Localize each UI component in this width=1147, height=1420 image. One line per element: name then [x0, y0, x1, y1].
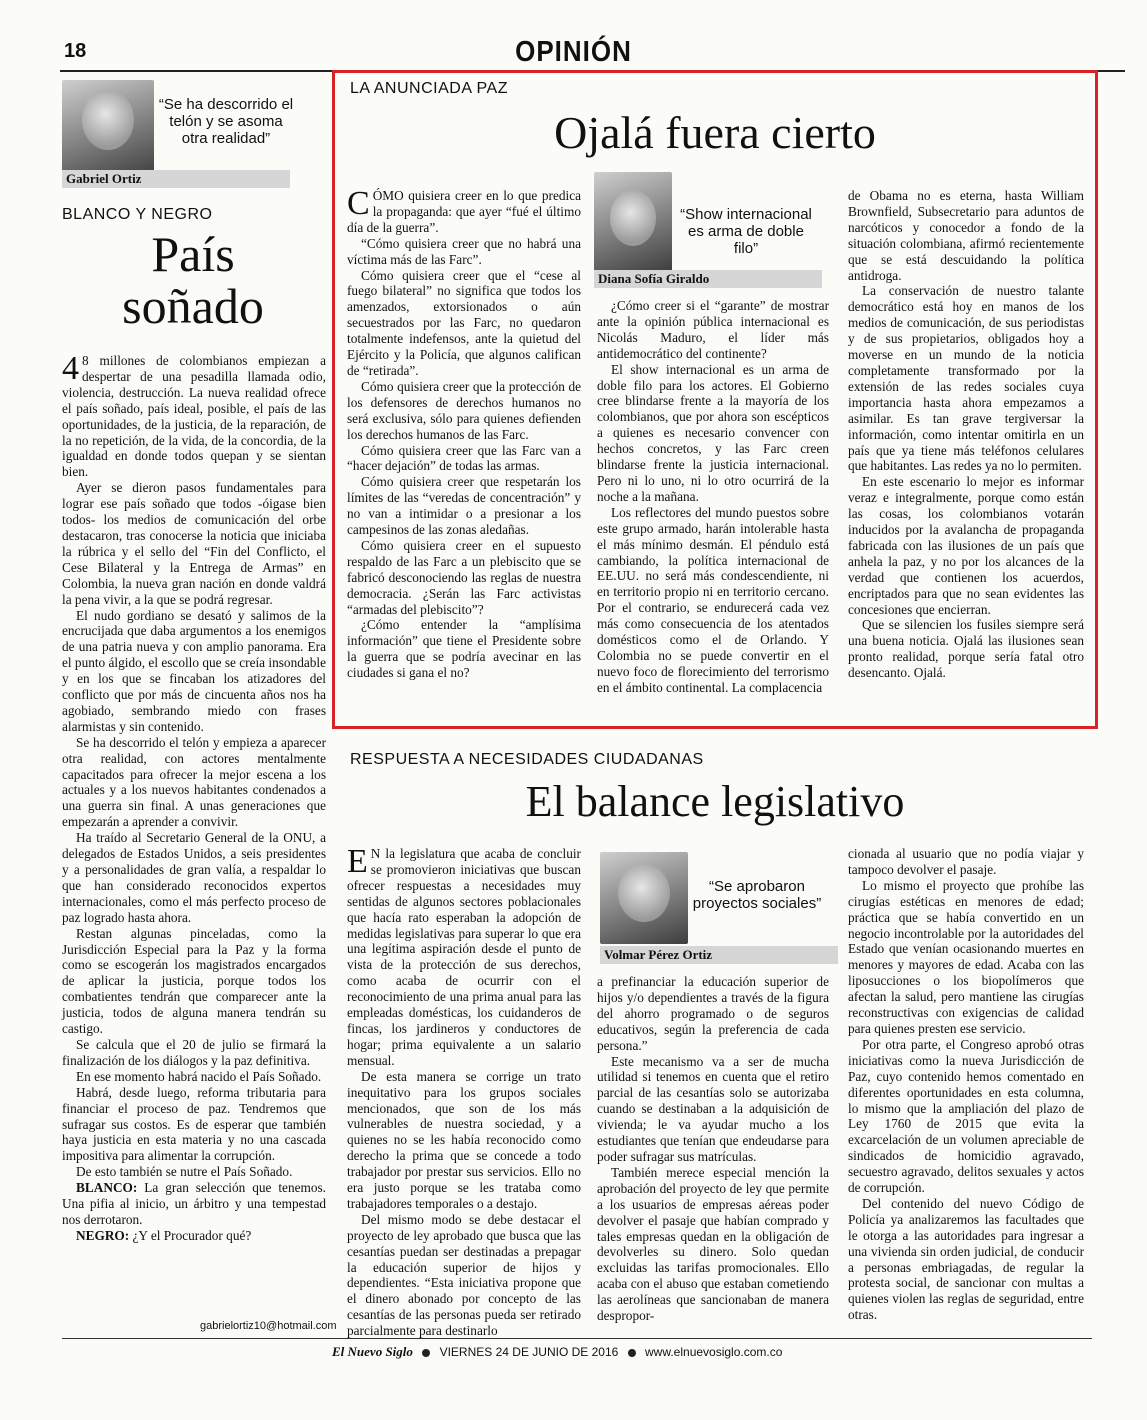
- drop-cap: 4: [62, 350, 79, 387]
- paragraph: Que se silencien los fusiles siempre será una buena noticia. Ojalá las ilusiones sean pronto realidad, porque sería fatal otro desencanto. Ojalá.: [848, 617, 1084, 681]
- paragraph: El show internacional es un arma de doble filo para los actores. El Gobierno cree blindarse frente a la mayoría de los colombianos, que por ahora son escépticos a quienes es necesario convencer con hechos concretos, y las Farc creen blindarse frente la justicia internacional. Pero ni lo uno, ni lo otro ocurrirá de la noche a la mañana.: [597, 361, 829, 504]
- paragraph: Ayer se dieron pasos fundamentales para lograr ese país soñado que todos -óigase bien todos- los medios de comunicación del orbe destacaron, tras conocerse la noticia que iniciaba la rúbrica y el sello del “Fin del Conflicto, el Cese Bilateral y la Entrega de Armas” en Colombia, la nueva gran nación en donde valdrá la pena vivir, a la que se podrá regresar.: [62, 480, 326, 607]
- website-url: www.elnuevosiglo.com.co: [645, 1345, 783, 1359]
- paragraph: El nudo gordiano se desató y salimos de la encrucijada que daba argumentos a los enemigos de una patria nueva y con amplio panorama. Era el punto álgido, el escollo que se creía insondable y en los que se fincaban los atizadores del conflicto que por más de cincuenta años nos ha agobiado, sembrando miedo con frases alarmistas y sin contenido.: [62, 607, 327, 734]
- author-photo-diana-sofia-giraldo: [594, 172, 672, 272]
- footer-rule: [62, 1338, 1092, 1339]
- bullet-icon: [422, 1349, 430, 1357]
- paragraph: En este escenario lo mejor es informar veraz e integralmente, porque como están las cosas, los colombianos votarán inducidos por la avalancha de propaganda fabricada con las ilusiones de un país que anhela la paz, y no por los alcances de la verdad que contienen los acuerdos, encriptados para que no sean evidentes las concesiones que encierran.: [848, 474, 1084, 617]
- title-line: País: [151, 226, 235, 282]
- paragraph: CÓMO quisiera creer en lo que predica la propaganda: que ayer “fué el último día de la guerra”.: [347, 185, 581, 235]
- drop-cap: C: [347, 185, 370, 222]
- paragraph: Por otra parte, el Congreso aprobó otras iniciativas como la nueva Jurisdicción de Paz, cuyo contenido hemos comentado en diferentes oportunidades en esta columna, lo mismo que la ampliación del plazo de Ley 1760 de 2015 que evita la excarcelación de un volumen apreciable de sindicados de homicidio agravado, secuestro agravado, delitos sexuales y actos de corrupción.: [848, 1036, 1084, 1196]
- paragraph: Cómo quisiera creer que las Farc van a “hacer dejación” de todas las armas.: [347, 442, 581, 474]
- article-column-2: [597, 298, 829, 696]
- author-byline: Volmar Pérez Ortiz: [600, 946, 838, 964]
- paragraph: La conservación de nuestro talante democrático está hoy en manos de los medios de comunicación, de sus periodistas y de sus propietarios, obligados hoy a moverse en un mundo de la noticia completamente transformado por la extensión de las redes sociales cuya importancia hasta ahora empezamos a asimilar. Es tan grave tergiversar la información, como intentar omitirla en un país que ya tiene más teléfonos celulares que habitantes. Las redes ya no lo permiten.: [848, 283, 1084, 474]
- paragraph: ¿Cómo entender la “amplísima información” que tiene el Presidente sobre la guerra que se podría avecinar en las ciudades si gana el no?: [347, 617, 581, 681]
- pull-quote: “Show internacional es arma de doble filo”: [680, 206, 812, 257]
- paragraph: 4 8 millones de colombianos empiezan a despertar de una pesadilla llamada odio, violencia, destrucción. La nueva realidad ofrece el país soñado, país ideal, posible, el país de las oportunidades, de la justicia, de la reparación, de la no repetición, de la vida, de la concordia, de la igualdad en donde todos quepan y se sientan bien.: [62, 350, 326, 480]
- paragraph: a prefinanciar la educación superior de hijos y/o dependientes a través de la figura del ahorro programado o de seguros educativos, según la preferencia de cada persona.”: [597, 974, 829, 1053]
- author-email: gabrielortiz10@hotmail.com: [200, 1320, 337, 1332]
- paragraph: De esto también se nutre el País Soñado.: [76, 1164, 293, 1180]
- pull-quote: “Se aprobaron proyectos sociales”: [692, 878, 822, 912]
- paragraph: Cómo quisiera creer que la protección de los defensores de derechos humanos no será exclusiva, sólo para quienes defienden los derechos humanos de las Farc.: [347, 378, 581, 442]
- newspaper-name: El Nuevo Siglo: [332, 1344, 413, 1359]
- drop-cap: E: [347, 843, 368, 880]
- author-byline: Gabriel Ortiz: [62, 170, 290, 188]
- paragraph: NEGRO: ¿Y el Procurador qué?: [76, 1227, 252, 1243]
- blanco-label: BLANCO:: [76, 1180, 138, 1196]
- article-title: El balance legislativo: [525, 777, 905, 826]
- paragraph: Cómo quisiera creer en el supuesto respaldo de las Farc a un plebiscito que se fabricó desconociendo las reglas de nuestra democracia. ¿Serán las Farc activistas “armadas del plebiscito”?: [347, 537, 581, 617]
- author-photo-volmar-perez-ortiz: [600, 852, 688, 944]
- article-title: [62, 228, 324, 332]
- paragraph: Se calcula que el 20 de julio se firmará la finalización de los diálogos y la paz definitiva.: [62, 1036, 326, 1068]
- article-kicker: LA ANUNCIADA PAZ: [350, 80, 508, 97]
- paragraph: Los reflectores del mundo puestos sobre este grupo armado, harán intolerable hasta el más mínimo desmán. El péndulo está cambiando, la política internacional de EE.UU. no será más condescendiente, ni en territorio propio ni en territorio cercano. Por el contrario, se endurecerá cada vez más como consecuencia de los atentados domésticos como el de Orlando. Y Colombia no se puede convertir en el nuevo foco de florecimiento del terrorismo en el ámbito continental. La complacencia: [597, 504, 829, 695]
- article-column-2: [597, 974, 829, 1324]
- paragraph: Habrá, desde luego, reforma tributaria para financiar el proceso de paz. Tendremos que sufragar sus costos. Es de esperar que también haya justicia en esta materia y no una cascada impositiva para alimentar la corrupción.: [62, 1084, 326, 1164]
- paragraph: “Cómo quisiera creer que no habrá una víctima más de las Farc”.: [347, 235, 581, 267]
- paragraph: Restan algunas pinceladas, como la Jurisdicción Especial para la Paz y la forma como se escogerán los magistrados encargados de aplicar la justicia, porque todos los combatientes tendrán que comparecer ante la justicia, todos de alguna manera tendrán su castigo.: [62, 925, 326, 1037]
- paragraph: También merece especial mención la aprobación del proyecto de ley que permite a los usuarios de empresas aéreas poder devolver el pasaje que habían comprado y tales empresas quedan en la obligación de devolverles su dinero. Solo quedan excluidas las tarifas promocionales. Ello acaba con el abuso que estaban cometiendo las aerolíneas que sancionaban de manera despropor-: [597, 1164, 829, 1324]
- page-footer: [332, 1344, 782, 1360]
- page-number: 18: [64, 40, 87, 62]
- paragraph: Lo mismo el proyecto que prohíbe las cirugías estéticas en menores de edad; práctica que se había convertido en un negocio incontrolable por la autoridades del Estado que venían ocasionando muertes en menores y mayores de edad. Acaba con las liposucciones o los biopolímeros que afectan la salud, pero mantiene las cirugías reconstructivas con exigencias de calidad para quienes presten ese servicio.: [848, 877, 1084, 1036]
- paragraph: cionada al usuario que no podía viajar y tampoco devolver el pasaje.: [848, 846, 1084, 877]
- section-title: OPINIÓN: [515, 34, 632, 68]
- article-kicker: BLANCO Y NEGRO: [62, 206, 213, 223]
- article-column-1: [347, 843, 581, 1339]
- title-line: soñado: [122, 278, 264, 334]
- paragraph: ¿Cómo creer si el “garante” de mostrar ante la opinión pública internacional es Nicolás Maduro, el líder más antidemocrático del continente?: [597, 298, 829, 361]
- bullet-icon: [628, 1349, 636, 1357]
- paragraph: Este mecanismo va a ser de mucha utilidad si tenemos en cuenta que el retiro parcial de las cesantías solo se autorizaba cuando se destinaban a la adquisición de vivienda; le va ayudar mucho a los estudiantes que tenían que endeudarse para poder sufragar sus matrículas.: [597, 1053, 829, 1164]
- paragraph: de Obama no es eterna, hasta William Brownfield, Subsecretario para aduntos de narcóticos y conocedor a fondo de la situación colombiana, afirmó recientemente que se está descuidando la política antidroga.: [848, 188, 1084, 283]
- article-column-3: [848, 846, 1084, 1323]
- article-body-pais-sonado: [62, 350, 327, 1244]
- article-column-1: [347, 185, 581, 681]
- paragraph: Del contenido del nuevo Código de Policía ya analizaremos las facultades que le otorga a las autoridades para ingresar a una vivienda sin orden judicial, de conducir a personas embriagadas, de regular la protesta social, de sancionar con multas a quienes violen las reglas de seguridad, entre otras.: [848, 1195, 1084, 1323]
- paragraph: Cómo quisiera creer que respetarán los límites de las “veredas de concentración” y no van a intimidar o a presionar a los campesinos de las zonas aledañas.: [347, 474, 581, 538]
- negro-label: NEGRO:: [76, 1227, 130, 1243]
- paragraph: De esta manera se corrige un trato inequitativo para los grupos sociales mencionados, que son de los más vulnerables de nuestra sociedad, y a quienes no se les había reconocido como derecho la prima que se concede a todo trabajador por prestar sus servicios. Ello no era justo porque se les trataba como trabajadores temporales o a destajo.: [347, 1068, 581, 1211]
- paragraph: Se ha descorrido el telón y empieza a aparecer otra realidad, con actores mentalmente capacitados para ofrecer la mejor escena a los actuales y a los nuevos habitantes condenados a una guerra sin final. A unas generaciones que empezarán a aprender a convivir.: [62, 734, 326, 830]
- paragraph: E N la legislatura que acaba de concluir se promovieron iniciativas que buscan ofrecer respuestas a necesidades muy sentidas de algunos sectores poblacionales que hacía rato esperaban la adopción de medidas legislativas para superar lo que era una legítima aspiración desde el punto de vista de la protección de sus derechos, como acaba de ocurrir con el reconocimiento de una prima anual para las empleadas domésticas, los cuidanderos de fincas, los jardineros y conductores de hogar; prima equivalente a un salario mensual.: [347, 843, 581, 1068]
- author-photo-gabriel-ortiz: [62, 80, 154, 178]
- pull-quote: “Se ha descorrido el telón y se asoma otra realidad”: [158, 96, 294, 147]
- article-kicker: RESPUESTA A NECESIDADES CIUDADANAS: [350, 751, 704, 768]
- author-byline: Diana Sofía Giraldo: [594, 270, 822, 288]
- paragraph: Del mismo modo se debe destacar el proyecto de ley aprobado que busca que las cesantías puedan ser destinadas a prepagar la educación superior de hijos y dependientes. “Esta iniciativa propone que el dinero abonado por concepto de las cesantías de las personas pueda ser retirado parcialmente para destinarlo: [347, 1211, 581, 1339]
- paragraph: BLANCO: La gran selección que tenemos. Una pifia al inicio, un árbitro y una tempestad nos derrotaron.: [62, 1180, 326, 1227]
- paragraph: Cómo quisiera creer que el “cese al fuego bilateral” no significa que todos los amenzados, extorsionados o aún secuestrados por las Farc, no quedaron totalmente indefensos, ante la quietud del Ejército y la Policía, que algunos califican de “retirada”.: [347, 267, 581, 378]
- article-title: Ojalá fuera cierto: [554, 107, 876, 158]
- paragraph: Ha traído al Secretario General de la ONU, a delegados de Estados Unidos, a seis presidentes y a personalidades de gran valía, a respaldar lo que han considerado reconocidos expertos internacionales, como el más perfecto proceso de paz logrado hasta ahora.: [62, 830, 326, 925]
- paragraph: En ese momento habrá nacido el País Soñado.: [76, 1068, 322, 1084]
- issue-date: VIERNES 24 DE JUNIO DE 2016: [439, 1345, 619, 1359]
- article-column-3: [848, 188, 1084, 681]
